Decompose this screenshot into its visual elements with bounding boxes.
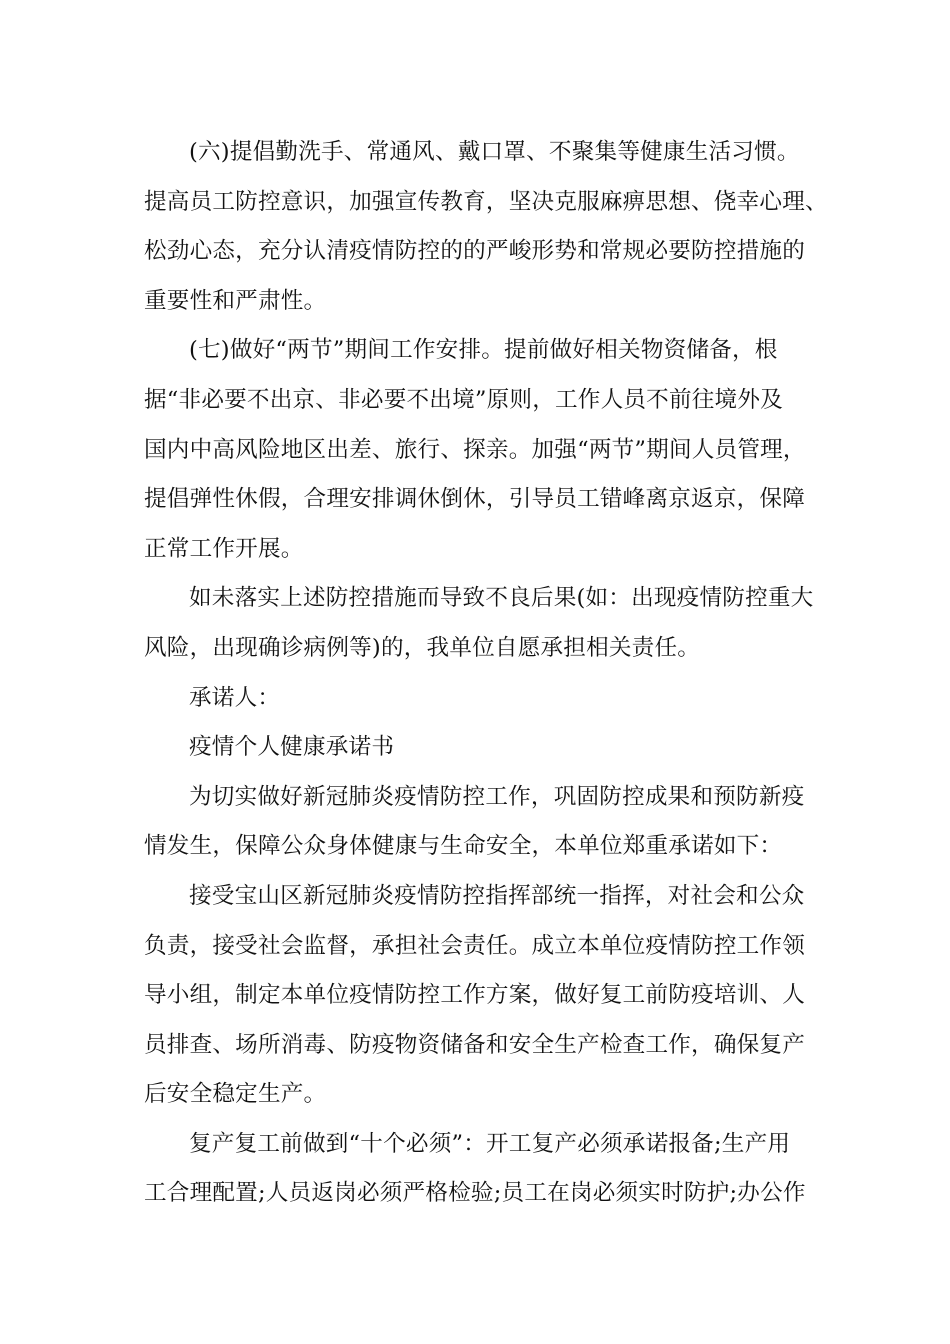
text-line: 后安全稳定生产。: [144, 1081, 327, 1108]
paragraph: [144, 773, 824, 872]
text-line: 重要性和严肃性。: [144, 287, 327, 314]
document-body: [144, 128, 828, 1219]
text-line: 承诺人：: [189, 684, 281, 711]
text-line: (六)提倡勤洗手、常通风、戴口罩、不聚集等健康生活习惯。: [189, 139, 800, 165]
text-line: (七)做好“两节”期间工作安排。提前做好相关物资储备，根: [189, 337, 778, 364]
text-line: 员排查、场所消毒、防疫物资储备和安全生产检查工作，确保复产: [144, 1031, 806, 1058]
text-line: 疫情个人健康承诺书: [189, 734, 395, 761]
paragraph: [144, 723, 824, 773]
text-line: 复产复工前做到“十个必须”：开工复产必须承诺报备;生产用: [189, 1130, 791, 1157]
text-line: 据“非必要不出京、非必要不出境”原则，工作人员不前往境外及: [144, 386, 783, 413]
paragraph: [144, 178, 828, 327]
paragraph: [144, 326, 824, 574]
text-line: 松劲心态，充分认清疫情防控的的严峻形势和常规必要防控措施的: [144, 238, 806, 265]
text-line: 为切实做好新冠肺炎疫情防控工作，巩固防控成果和预防新疫: [189, 783, 805, 810]
paragraph: [144, 1120, 824, 1219]
text-line: 提高员工防控意识，加强宣传教育，坚决克服麻痹思想、侥幸心理、: [144, 188, 828, 215]
text-line: 负责，接受社会监督，承担社会责任。成立本单位疫情防控工作领: [144, 932, 806, 959]
text-line: 接受宝山区新冠肺炎疫情防控指挥部统一指挥，对社会和公众: [189, 882, 805, 909]
paragraph: [144, 674, 824, 724]
text-line: 如未落实上述防控措施而导致不良后果(如：出现疫情防控重大: [189, 585, 814, 612]
text-line: 提倡弹性休假，合理安排调休倒休，引导员工错峰离京返京，保障: [144, 486, 806, 513]
text-line: 导小组，制定本单位疫情防控工作方案，做好复工前防疫培训、人: [144, 982, 806, 1009]
paragraph: [144, 574, 824, 673]
text-line: 正常工作开展。: [144, 535, 304, 562]
paragraph: [144, 128, 824, 178]
text-line: 风险，出现确诊病例等)的，我单位自愿承担相关责任。: [144, 634, 701, 661]
text-line: 工合理配置;人员返岗必须严格检验;员工在岗必须实时防护;办公作: [144, 1180, 806, 1207]
text-line: 情发生，保障公众身体健康与生命安全，本单位郑重承诺如下：: [144, 833, 783, 860]
paragraph: [144, 872, 824, 1120]
text-line: 国内中高风险地区出差、旅行、探亲。加强“两节”期间人员管理，: [144, 436, 806, 463]
